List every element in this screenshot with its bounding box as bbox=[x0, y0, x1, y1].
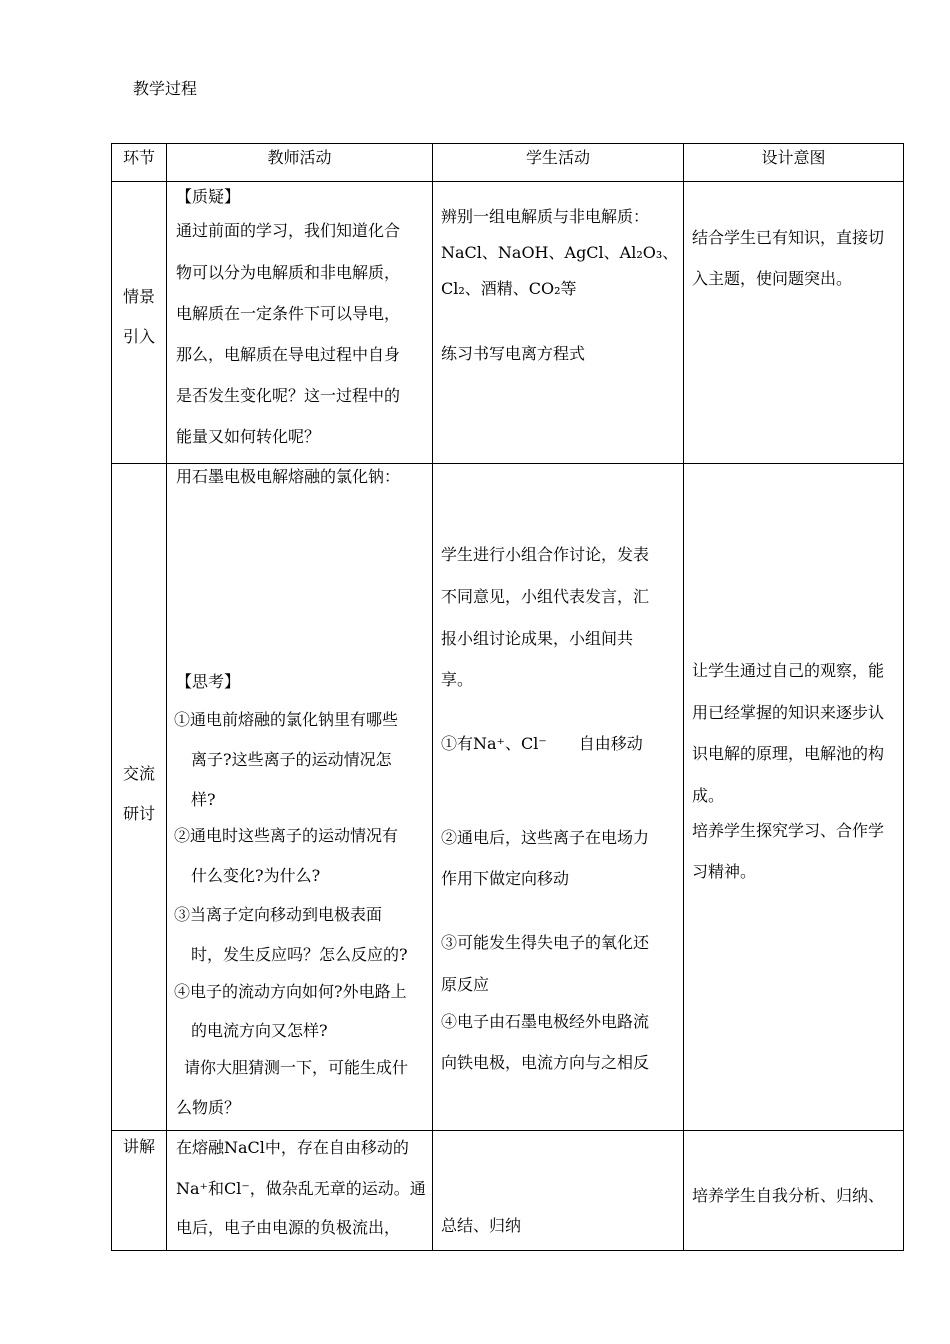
student-text: ④电子由石墨电极经外电路流 bbox=[441, 1012, 650, 1031]
stage-label: 情景 bbox=[122, 287, 155, 306]
table-column-divider bbox=[432, 143, 433, 1251]
teacher-text: 物可以分为电解质和非电解质， bbox=[176, 263, 401, 282]
student-text: ③可能发生得失电子的氧化还 bbox=[441, 933, 650, 952]
table-border-top bbox=[111, 143, 904, 144]
teacher-text: 离子?这些离子的运动情况怎 bbox=[191, 750, 392, 769]
intent-text: 识电解的原理，电解池的构 bbox=[692, 744, 885, 763]
student-text: 总结、归纳 bbox=[441, 1216, 522, 1235]
table-border-left bbox=[111, 143, 112, 1251]
student-text: 向铁电极，电流方向与之相反 bbox=[441, 1053, 650, 1072]
teacher-text: 请你大胆猜测一下，可能生成什 bbox=[184, 1058, 409, 1077]
student-text: 享。 bbox=[441, 670, 474, 689]
student-text: 作用下做定向移动 bbox=[441, 869, 570, 888]
intent-text: 习精神。 bbox=[692, 862, 757, 881]
table-row-divider bbox=[111, 1130, 904, 1131]
student-text: Cl₂、酒精、CO₂等 bbox=[441, 279, 577, 298]
column-header-intent: 设计意图 bbox=[761, 148, 826, 167]
teacher-text: 时，发生反应吗？怎么反应的? bbox=[191, 945, 408, 964]
intent-text: 成。 bbox=[692, 786, 725, 805]
student-text: ①有Na⁺、Cl⁻ 自由移动 bbox=[441, 734, 643, 753]
student-text: 原反应 bbox=[441, 975, 490, 994]
teacher-text: 【质疑】 bbox=[176, 187, 241, 206]
teacher-text: 的电流方向又怎样? bbox=[191, 1021, 328, 1040]
table-column-divider bbox=[166, 143, 167, 1251]
student-text: 学生进行小组合作讨论，发表 bbox=[441, 545, 650, 564]
teacher-text: 通过前面的学习，我们知道化合 bbox=[176, 221, 401, 240]
intent-text: 用已经掌握的知识来逐步认 bbox=[692, 703, 885, 722]
teacher-text: 是否发生变化呢？这一过程中的 bbox=[176, 386, 401, 405]
stage-label: 引入 bbox=[122, 327, 155, 346]
student-text: 不同意见，小组代表发言，汇 bbox=[441, 587, 650, 606]
teacher-text: Na⁺和Cl⁻，做杂乱无章的运动。通 bbox=[176, 1179, 426, 1198]
intent-text: 让学生通过自己的观察，能 bbox=[692, 661, 885, 680]
stage-label: 研讨 bbox=[122, 804, 155, 823]
table-border-bottom bbox=[111, 1250, 904, 1251]
column-header-teacher: 教师活动 bbox=[267, 148, 332, 167]
teacher-text: ④电子的流动方向如何?外电路上 bbox=[174, 982, 407, 1001]
student-text: NaCl、NaOH、AgCl、Al₂O₃、 bbox=[441, 243, 679, 262]
teacher-text: ①通电前熔融的氯化钠里有哪些 bbox=[174, 710, 399, 729]
column-header-stage: 环节 bbox=[122, 148, 155, 167]
teacher-text: 【思考】 bbox=[176, 672, 241, 691]
student-text: 练习书写电离方程式 bbox=[441, 344, 586, 363]
intent-text: 培养学生探究学习、合作学 bbox=[692, 821, 885, 840]
table-border-right bbox=[903, 143, 904, 1251]
teacher-text: 在熔融NaCl中，存在自由移动的 bbox=[176, 1138, 409, 1157]
stage-label: 交流 bbox=[122, 764, 155, 783]
intent-text: 入主题，使问题突出。 bbox=[692, 269, 853, 288]
teacher-text: ②通电时这些离子的运动情况有 bbox=[174, 826, 399, 845]
teacher-text: 电后，电子由电源的负极流出， bbox=[176, 1218, 401, 1237]
page-heading: 教学过程 bbox=[133, 79, 198, 98]
teacher-text: 用石墨电极电解熔融的氯化钠： bbox=[176, 467, 401, 486]
teacher-text: 么物质？ bbox=[176, 1098, 241, 1117]
student-text: 报小组讨论成果，小组间共 bbox=[441, 629, 634, 648]
intent-text: 结合学生已有知识，直接切 bbox=[692, 228, 885, 247]
column-header-student: 学生活动 bbox=[525, 148, 590, 167]
teacher-text: 那么，电解质在导电过程中自身 bbox=[176, 345, 401, 364]
table-header-divider bbox=[111, 181, 904, 182]
intent-text: 培养学生自我分析、归纳、 bbox=[692, 1186, 885, 1205]
teacher-text: 样? bbox=[191, 790, 216, 809]
teacher-text: 能量又如何转化呢？ bbox=[176, 427, 321, 446]
student-text: ②通电后，这些离子在电场力 bbox=[441, 828, 650, 847]
student-text: 辨别一组电解质与非电解质： bbox=[441, 207, 650, 226]
stage-label: 讲解 bbox=[122, 1137, 155, 1156]
table-row-divider bbox=[111, 463, 904, 464]
teacher-text: 什么变化?为什么? bbox=[191, 866, 321, 885]
teacher-text: ③当离子定向移动到电极表面 bbox=[174, 905, 383, 924]
teacher-text: 电解质在一定条件下可以导电， bbox=[176, 304, 401, 323]
table-column-divider bbox=[683, 143, 684, 1251]
